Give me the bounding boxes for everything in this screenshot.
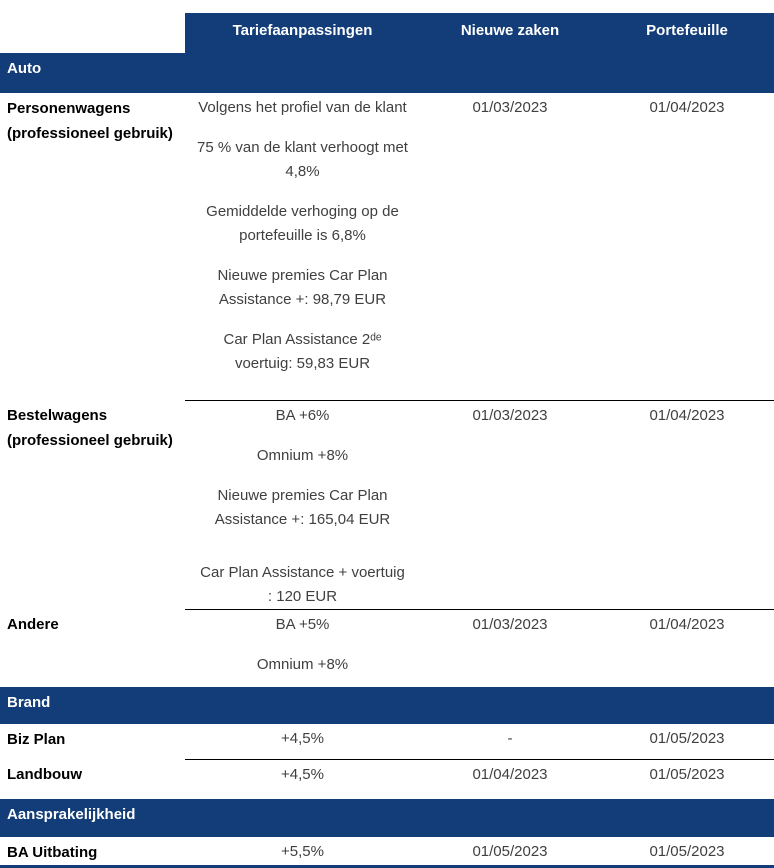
tariff-cell <box>185 724 420 759</box>
column-header-nieuwe-zaken: Nieuwe zaken <box>420 13 600 53</box>
nieuwe-zaken-cell: 01/03/2023 <box>472 99 548 116</box>
tariff-cell <box>185 400 420 609</box>
row-label: Landbouw <box>7 766 82 783</box>
section-header-brand: Brand <box>0 687 774 724</box>
tariff-paragraph: Gemiddelde verhoging op de portefeuille is 6,8% <box>206 203 399 244</box>
table-header-row <box>0 13 774 53</box>
tariff-cell <box>185 837 420 865</box>
tariff-paragraph: +4,5% <box>281 766 324 783</box>
portefeuille-cell: 01/04/2023 <box>600 400 774 609</box>
portefeuille-cell: 01/04/2023 <box>600 609 774 687</box>
portefeuille-cell: 01/05/2023 <box>600 759 774 799</box>
tariff-paragraph: 75 % van de klant verhoogt met 4,8% <box>197 139 408 180</box>
row-label: Bestelwagens (professioneel gebruik) <box>7 407 173 449</box>
table-row-biz-plan <box>0 724 774 759</box>
column-header-tariefaanpassingen: Tariefaanpassingen <box>185 13 420 53</box>
header-spacer-cell <box>0 13 185 53</box>
nieuwe-zaken-cell: 01/03/2023 <box>420 400 600 609</box>
tariff-cell <box>185 609 420 687</box>
tariff-paragraph: Car Plan Assistance 2ᵈᵉ voertuig: 59,83 EUR <box>223 331 382 372</box>
nieuwe-zaken-cell: 01/04/2023 <box>420 759 600 799</box>
portefeuille-cell: 01/05/2023 <box>649 730 725 747</box>
tariff-cell <box>185 93 420 400</box>
nieuwe-zaken-cell: - <box>507 730 513 747</box>
tariff-paragraph: Volgens het profiel van de klant <box>198 99 407 116</box>
table-row-personenwagens <box>0 93 774 400</box>
portefeuille-cell: 01/04/2023 <box>649 99 725 116</box>
table-row-bestelwagens <box>0 400 774 609</box>
row-label: Personenwagens (professioneel gebruik) <box>7 100 173 142</box>
tariff-paragraph: +5,5% <box>281 843 324 860</box>
nieuwe-zaken-cell: 01/03/2023 <box>420 609 600 687</box>
section-header-auto: Auto <box>0 53 774 93</box>
section-header-aansprakelijkheid: Aansprakelijkheid <box>0 799 774 837</box>
tariff-paragraph: Car Plan Assistance + voertuig : 120 EUR <box>200 564 405 605</box>
table-row-andere <box>0 609 774 687</box>
tariff-paragraph: BA +5% <box>275 616 330 633</box>
tariff-paragraph: Omnium +8% <box>256 447 349 464</box>
tariff-paragraph: Nieuwe premies Car Plan Assistance +: 165,04 EUR <box>214 487 391 528</box>
column-header-portefeuille: Portefeuille <box>600 13 774 53</box>
tariff-paragraph: +4,5% <box>281 730 324 747</box>
tariff-paragraph: Omnium +8% <box>256 656 349 673</box>
row-label: BA Uitbating <box>7 844 98 861</box>
row-label: Biz Plan <box>7 731 66 748</box>
table-row-landbouw <box>0 759 774 799</box>
nieuwe-zaken-cell: 01/05/2023 <box>472 843 548 860</box>
tariff-cell <box>185 759 420 799</box>
table-row-ba-uitbating <box>0 837 774 865</box>
tariff-paragraph-spacer <box>197 548 408 561</box>
row-label: Andere <box>7 616 59 633</box>
portefeuille-cell: 01/05/2023 <box>649 843 725 860</box>
tariff-paragraph: Nieuwe premies Car Plan Assistance +: 98,79 EUR <box>217 267 388 308</box>
tariff-paragraph: BA +6% <box>275 407 330 424</box>
